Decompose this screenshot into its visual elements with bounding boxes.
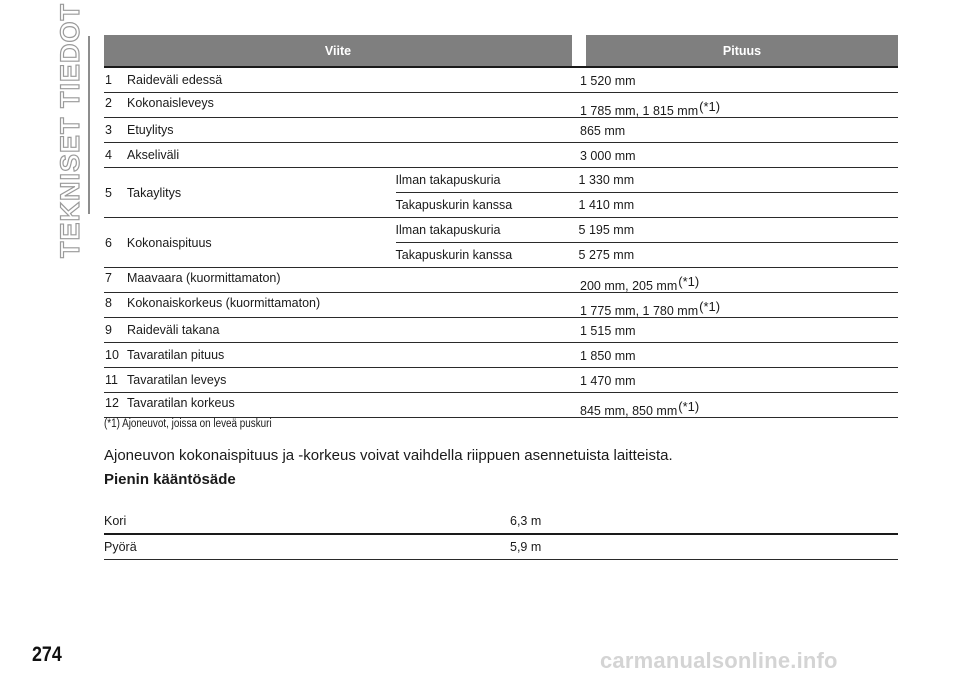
row-label: Akseliväli bbox=[127, 148, 180, 162]
turning-label: Pyörä bbox=[104, 540, 137, 554]
row-value-text: 1 515 mm bbox=[580, 324, 636, 338]
sub-row bbox=[396, 218, 898, 243]
row-value-text: 200 mm, 205 mm bbox=[580, 278, 678, 293]
row-label: Tavaratilan leveys bbox=[127, 373, 227, 387]
table-row bbox=[104, 293, 898, 318]
side-divider bbox=[88, 36, 90, 214]
row-number: 8 bbox=[105, 296, 112, 310]
row-value-text: 3 000 mm bbox=[580, 149, 636, 163]
header-gap bbox=[572, 35, 586, 66]
row-number: 5 bbox=[105, 185, 112, 200]
row-number: 6 bbox=[105, 235, 112, 250]
table-row bbox=[104, 118, 898, 143]
footnote-marker: (*1) bbox=[699, 98, 721, 114]
row-value bbox=[580, 268, 898, 293]
sub-row-label: Takapuskurin kanssa bbox=[395, 248, 513, 262]
table-row bbox=[104, 509, 898, 535]
sub-row-value: 5 275 mm bbox=[578, 248, 635, 262]
row-value bbox=[580, 372, 898, 388]
table-row bbox=[104, 168, 898, 218]
footnote-marker: (*1) bbox=[678, 273, 700, 289]
table-row bbox=[104, 218, 898, 268]
sub-row bbox=[396, 193, 898, 217]
row-value-text: 1 775 mm, 1 780 mm bbox=[580, 303, 699, 318]
row-label: Etuylitys bbox=[127, 123, 174, 137]
table-row bbox=[104, 368, 898, 393]
table-row bbox=[104, 318, 898, 343]
header-ref: Viite bbox=[104, 35, 572, 66]
row-label: Takaylitys bbox=[126, 185, 182, 200]
row-label: Tavaratilan korkeus bbox=[127, 396, 235, 410]
turning-value: 6,3 m bbox=[510, 514, 542, 528]
row-value bbox=[580, 72, 898, 88]
table-row bbox=[104, 268, 898, 293]
row-value-text: 1 470 mm bbox=[580, 374, 636, 388]
sub-row bbox=[396, 243, 898, 267]
table-body bbox=[104, 68, 898, 418]
sub-row-value: 1 410 mm bbox=[578, 198, 635, 212]
section-side-title-text: TEKNISET TIEDOT bbox=[54, 2, 85, 258]
row-number: 4 bbox=[105, 148, 112, 162]
row-number: 11 bbox=[105, 373, 118, 387]
page-number: 274 bbox=[32, 643, 62, 666]
row-label: Tavaratilan pituus bbox=[127, 348, 225, 362]
table-row bbox=[104, 535, 898, 560]
row-number: 12 bbox=[105, 396, 119, 410]
table-row bbox=[104, 343, 898, 368]
row-value-text: 845 mm, 850 mm bbox=[580, 403, 678, 418]
row-value bbox=[580, 122, 898, 138]
header-length: Pituus bbox=[586, 35, 898, 66]
sub-rows bbox=[396, 218, 898, 267]
table-row bbox=[104, 68, 898, 93]
sub-row-value: 1 330 mm bbox=[578, 173, 635, 187]
row-value bbox=[580, 347, 898, 363]
row-value bbox=[580, 147, 898, 163]
footnote-marker: (*1) bbox=[678, 398, 700, 414]
row-label: Raideväli takana bbox=[127, 323, 220, 337]
row-number: 9 bbox=[105, 323, 112, 337]
table-row bbox=[104, 93, 898, 118]
row-label: Maavaara (kuormittamaton) bbox=[127, 271, 281, 285]
section-side-title bbox=[48, 2, 92, 258]
row-value bbox=[580, 93, 898, 118]
sub-row-label: Takapuskurin kanssa bbox=[395, 198, 513, 212]
row-label: Raideväli edessä bbox=[127, 73, 223, 87]
section-heading: Pienin kääntösäde bbox=[104, 471, 236, 488]
sub-rows bbox=[396, 168, 898, 217]
row-number: 1 bbox=[105, 73, 112, 87]
sub-row bbox=[396, 168, 898, 193]
footnote: (*1) Ajoneuvot, joissa on leveä puskuri bbox=[104, 418, 272, 430]
row-label: Kokonaiskorkeus (kuormittamaton) bbox=[127, 296, 321, 310]
row-value-text: 1 520 mm bbox=[580, 74, 636, 88]
watermark: carmanualsonline.info bbox=[600, 648, 838, 673]
row-number: 7 bbox=[105, 271, 112, 285]
sub-row-label: Ilman takapuskuria bbox=[395, 223, 501, 237]
table-row bbox=[104, 143, 898, 168]
turning-value: 5,9 m bbox=[510, 540, 542, 554]
row-number: 2 bbox=[105, 96, 112, 110]
footnote-marker: (*1) bbox=[699, 298, 721, 314]
table-row bbox=[104, 393, 898, 418]
row-number: 10 bbox=[105, 348, 119, 362]
sub-row-label: Ilman takapuskuria bbox=[395, 173, 501, 187]
row-label: Kokonaispituus bbox=[126, 235, 212, 250]
turning-radius-table bbox=[104, 509, 898, 560]
row-value bbox=[580, 393, 898, 418]
sub-row-value: 5 195 mm bbox=[578, 223, 635, 237]
row-value-text: 865 mm bbox=[580, 124, 626, 138]
body-paragraph: Ajoneuvon kokonaispituus ja -korkeus voivat vaihdella riippuen asennetuista laitteista. bbox=[104, 447, 673, 464]
row-number: 3 bbox=[105, 123, 112, 137]
row-value bbox=[580, 293, 898, 318]
dimensions-table bbox=[104, 35, 898, 418]
table-header bbox=[104, 35, 898, 66]
turning-label: Kori bbox=[104, 514, 127, 528]
row-label: Kokonaisleveys bbox=[127, 96, 214, 110]
row-value bbox=[580, 322, 898, 338]
row-value-text: 1 785 mm, 1 815 mm bbox=[580, 103, 699, 118]
row-value-text: 1 850 mm bbox=[580, 349, 636, 363]
